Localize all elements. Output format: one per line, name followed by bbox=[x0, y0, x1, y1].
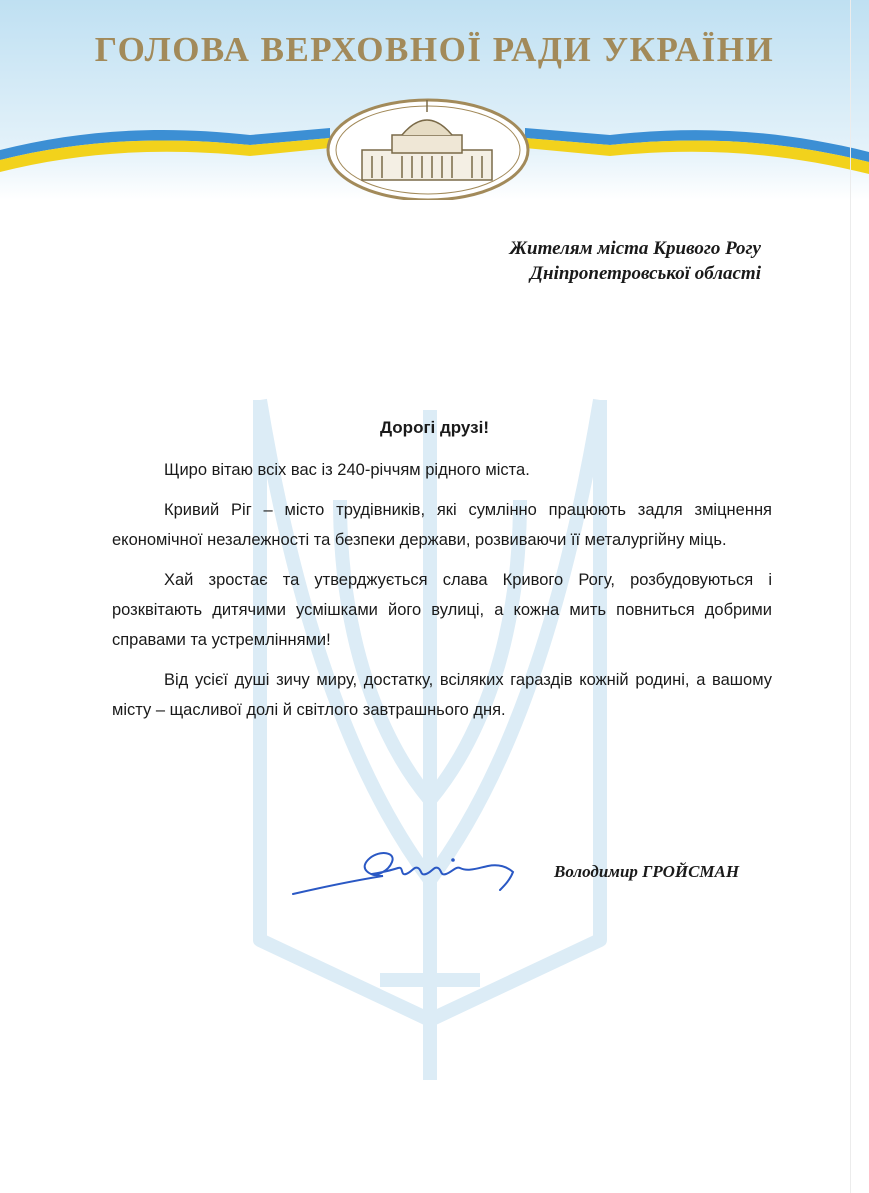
handwritten-signature bbox=[288, 846, 528, 906]
letter-body bbox=[112, 455, 772, 735]
addressee-block bbox=[510, 236, 761, 286]
paragraph: Кривий Ріг – місто трудівників, які сумлінно працюють задля зміцнення економічної незалежності та безпеки держави, розвиваючи її металургійну міць. bbox=[112, 501, 772, 549]
signer-name: Володимир ГРОЙСМАН bbox=[554, 862, 740, 881]
paragraph: Хай зростає та утверджується слава Кривого Рогу, розбудовуються і розквітають дитячими усмішками його вулиці, а кожна мить повниться добрими справами та устремліннями! bbox=[112, 571, 772, 649]
addressee-line-2: Дніпропетровської області bbox=[530, 263, 761, 284]
paragraph: Щиро вітаю всіх вас із 240-річчям рідного міста. bbox=[164, 461, 530, 479]
addressee-line-1: Жителям міста Кривого Рогу bbox=[509, 238, 761, 259]
letterhead-title: ГОЛОВА ВЕРХОВНОЇ РАДИ УКРАЇНИ bbox=[94, 30, 775, 69]
scan-edge bbox=[850, 0, 851, 1193]
paragraph: Від усієї душі зичу миру, достатку, всіляких гараздів кожній родині, а вашому місту – щасливої долі й світлого завтрашнього дня. bbox=[112, 671, 772, 719]
salutation: Дорогі друзі! bbox=[379, 418, 489, 437]
